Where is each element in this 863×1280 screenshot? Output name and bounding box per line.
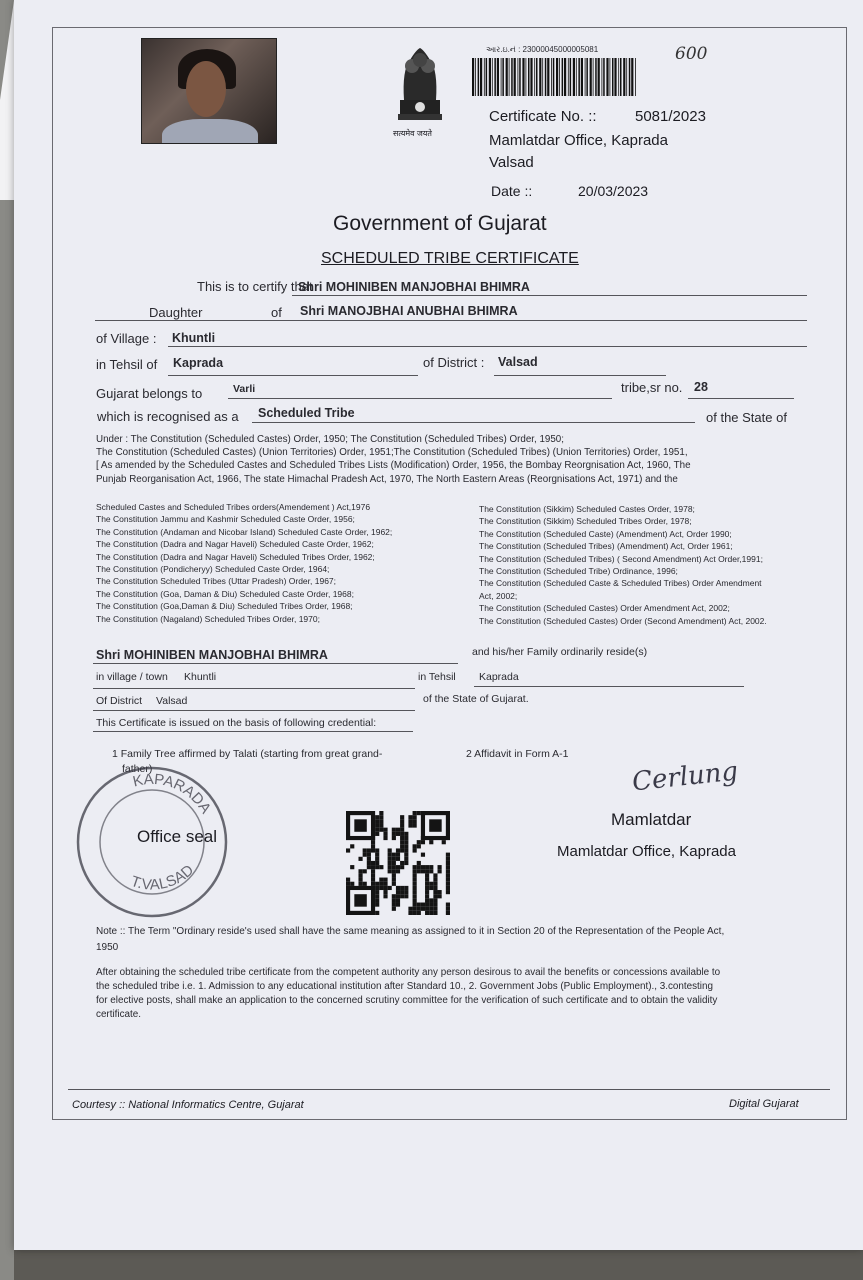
barcode bbox=[472, 58, 638, 96]
seal-top-text: KAPARADA bbox=[131, 770, 215, 817]
national-emblem-icon bbox=[386, 40, 454, 140]
order-line: The Constitution (Nagaland) Scheduled Tribes Order, 1970; bbox=[96, 613, 320, 624]
footer-brand: Digital Gujarat bbox=[729, 1098, 799, 1110]
legal-line: [ As amended by the Scheduled Castes and Scheduled Tribes Lists (Modification) Order, 1956, the Bombay Reorgnisation Act, 1960, The bbox=[96, 460, 691, 472]
legal-text bbox=[96, 433, 691, 486]
order-line: The Constitution (Goa,Daman & Diu) Scheduled Tribes Order, 1968; bbox=[96, 601, 353, 612]
underline bbox=[95, 320, 807, 321]
note-line1: Note :: The Term "Ordinary reside's used shall have the same meaning as assigned to it in Section 20 of the Representation of the People Act, bbox=[96, 926, 725, 937]
basis-text: This Certificate is issued on the basis of following credential: bbox=[96, 717, 377, 729]
after-line: the scheduled tribe i.e. 1. Admission to any educational institution after Standard 10., 2. Government Jobs (Public Employment)., 3.contesting bbox=[96, 981, 713, 992]
order-line: The Constitution (Goa, Daman & Diu) Scheduled Caste Order, 1968; bbox=[96, 588, 354, 599]
res-district-value: Valsad bbox=[156, 695, 188, 707]
underline bbox=[93, 663, 458, 664]
order-line: The Constitution (Scheduled Caste & Scheduled Tribes) Order Amendment bbox=[479, 578, 762, 589]
state-label: of the State of bbox=[706, 410, 787, 425]
office-line2: Valsad bbox=[489, 154, 534, 171]
underline bbox=[252, 422, 695, 423]
certificate-no: 5081/2023 bbox=[635, 108, 706, 125]
date-label: Date :: bbox=[491, 183, 533, 199]
after-line: certificate. bbox=[96, 1009, 142, 1020]
date-value: 20/03/2023 bbox=[578, 183, 649, 199]
handwritten-number: 600 bbox=[675, 44, 708, 64]
district-label: of District : bbox=[423, 355, 485, 370]
tribe-value: Varli bbox=[233, 383, 256, 395]
village-label: of Village : bbox=[96, 331, 157, 346]
underline bbox=[292, 295, 807, 296]
order-line: Act, 2002; bbox=[479, 590, 518, 601]
tehsil-value: Kaprada bbox=[173, 356, 224, 370]
legal-line: Punjab Reorganisation Act, 1966, The state Himachal Pradesh Act, 1970, The North Eastern Areas (Reorgnisations Act, 1971) and the bbox=[96, 473, 678, 485]
emblem-motto: सत्यमेव जयते bbox=[393, 129, 432, 138]
order-line: The Constitution (Scheduled Tribe) Ordinance, 1996; bbox=[479, 566, 678, 577]
order-line: The Constitution Scheduled Tribes (Uttar Pradesh) Order, 1967; bbox=[96, 576, 337, 587]
tribe-sr-label: tribe,sr no. bbox=[621, 380, 683, 395]
of-label: of bbox=[271, 305, 282, 320]
certificate-no-label: Certificate No. :: bbox=[489, 108, 597, 125]
underline bbox=[168, 346, 807, 347]
order-line: The Constitution (Sikkim) Scheduled Tribes Order, 1978; bbox=[479, 516, 692, 527]
credential-2: 2 Affidavit in Form A-1 bbox=[466, 748, 569, 760]
underline bbox=[93, 731, 413, 732]
legal-line: The Constitution (Scheduled Castes) (Union Territories) Order, 1951;The Constitution (Scheduled Tribes) (Union Territories) Order, 1951, bbox=[96, 447, 688, 459]
order-line: The Constitution (Andaman and Nicobar Island) Scheduled Caste Order, 1962; bbox=[96, 526, 393, 537]
underline bbox=[93, 710, 415, 711]
res-village-label: in village / town bbox=[96, 671, 168, 683]
order-line: Scheduled Castes and Scheduled Tribes orders(Amendement ) Act,1976 bbox=[96, 502, 371, 512]
legal-line: Under : The Constitution (Scheduled Castes) Order, 1950; The Constitution (Scheduled Tribes) Order, 1950; bbox=[96, 434, 564, 445]
order-line: The Constitution (Scheduled Tribes) (Amendment) Act, Order 1961; bbox=[479, 541, 733, 552]
res-village-value: Khuntli bbox=[184, 671, 217, 683]
signatory-title: Mamlatdar bbox=[611, 810, 692, 829]
order-line: The Constitution (Dadra and Nagar Haveli) Scheduled Tribes Order, 1962; bbox=[96, 551, 375, 562]
qr-code bbox=[346, 811, 450, 915]
svg-text:T.VALSAD bbox=[129, 861, 198, 893]
relation: Daughter bbox=[149, 305, 203, 320]
underline bbox=[228, 398, 612, 399]
underline bbox=[494, 375, 666, 376]
res-state-text: of the State of Gujarat. bbox=[423, 693, 529, 705]
credential-1-line1: 1 Family Tree affirmed by Talati (starting from great grand- bbox=[112, 748, 383, 760]
barcode-text: આર.ઇ.નં : 23000045000005081 bbox=[486, 45, 599, 54]
signatory-office: Mamlatdar Office, Kaprada bbox=[557, 843, 736, 860]
underline bbox=[93, 688, 415, 689]
resident-name: Shri MOHINIBEN MANJOBHAI BHIMRA bbox=[96, 648, 328, 662]
footer-courtesy: Courtesy :: National Informatics Centre, Gujarat bbox=[72, 1099, 304, 1111]
res-tehsil-value: Kaprada bbox=[479, 671, 519, 683]
underline bbox=[168, 375, 418, 376]
res-district-label: Of District bbox=[96, 695, 143, 707]
underline bbox=[474, 686, 744, 687]
certify-intro: This is to certify that bbox=[197, 279, 313, 294]
after-text bbox=[96, 966, 720, 1022]
recognised-label: which is recognised as a bbox=[97, 409, 239, 424]
credential-1-line2: father) bbox=[122, 763, 153, 775]
office-line1: Mamlatdar Office, Kaprada bbox=[489, 132, 668, 149]
seal-bottom-text: T.VALSAD bbox=[128, 861, 198, 894]
underline bbox=[688, 398, 794, 399]
order-line: The Constitution (Scheduled Caste) (Amendment) Act, Order 1990; bbox=[479, 528, 732, 539]
orders-right bbox=[479, 503, 767, 627]
certificate-subtitle: SCHEDULED TRIBE CERTIFICATE bbox=[321, 250, 579, 267]
footer-rule bbox=[68, 1089, 830, 1090]
belongs-label: Gujarat belongs to bbox=[96, 386, 203, 401]
order-line: The Constitution (Scheduled Castes) Order (Second Amendment) Act, 2002. bbox=[479, 615, 767, 626]
office-seal-label: Office seal bbox=[137, 827, 218, 846]
note-line2: 1950 bbox=[96, 942, 119, 953]
order-line: The Constitution (Scheduled Castes) Order Amendment Act, 2002; bbox=[479, 603, 730, 614]
after-line: After obtaining the scheduled tribe certificate from the competent authority any person desirous to avail the benefits or concessions available to bbox=[96, 967, 721, 978]
order-line: The Constitution (Scheduled Tribes) ( Second Amendment) Act Order,1991; bbox=[479, 553, 763, 564]
tribe-sr-value: 28 bbox=[694, 380, 708, 394]
orders-left bbox=[96, 501, 392, 625]
family-text: and his/her Family ordinarily reside(s) bbox=[472, 646, 648, 658]
order-line: The Constitution Jammu and Kashmir Scheduled Caste Order, 1956; bbox=[96, 514, 355, 525]
signature-scribble: Cerlung bbox=[630, 756, 740, 798]
res-tehsil-label: in Tehsil bbox=[418, 671, 456, 683]
applicant-photo bbox=[141, 38, 277, 144]
page-title: Government of Gujarat bbox=[333, 212, 547, 235]
after-line: for elective posts, shall make an application to the concerned scrutiny committee for the verification of such certificate and to obtain the validity bbox=[96, 995, 718, 1006]
recognised-value: Scheduled Tribe bbox=[258, 406, 355, 420]
village-value: Khuntli bbox=[172, 331, 216, 345]
tehsil-label: in Tehsil of bbox=[96, 357, 158, 372]
order-line: The Constitution (Sikkim) Scheduled Castes Order, 1978; bbox=[479, 504, 695, 514]
order-line: The Constitution (Dadra and Nagar Haveli) Scheduled Caste Order, 1962; bbox=[96, 539, 374, 550]
order-line: The Constitution (Pondicheryy) Scheduled Caste Order, 1964; bbox=[96, 564, 330, 575]
district-value: Valsad bbox=[498, 355, 538, 369]
certify-name: Shri MOHINIBEN MANJOBHAI BHIMRA bbox=[298, 280, 530, 294]
parent-name: Shri MANOJBHAI ANUBHAI BHIMRA bbox=[300, 304, 518, 318]
